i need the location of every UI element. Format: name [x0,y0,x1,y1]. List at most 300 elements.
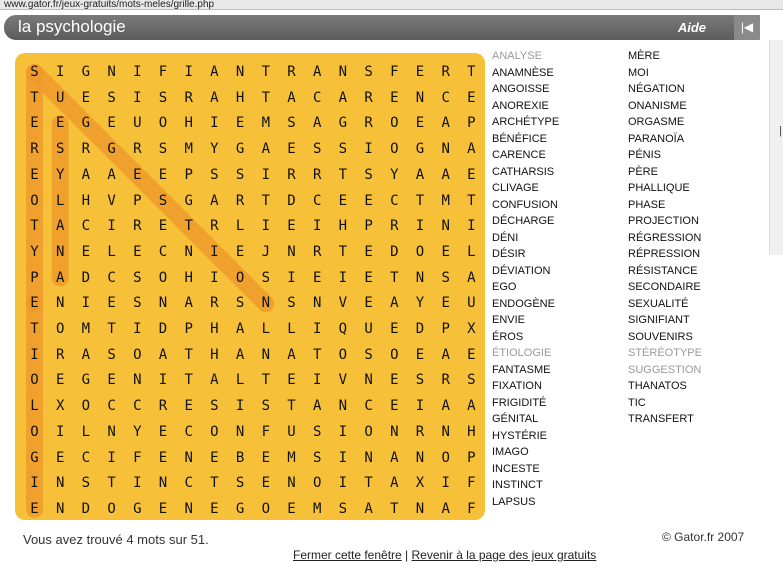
grid-cell[interactable]: S [158,192,168,209]
grid-cell[interactable]: N [158,475,168,492]
grid-cell[interactable]: S [287,115,296,132]
grid-cell[interactable]: G [81,64,91,80]
grid-cell[interactable]: E [55,372,65,389]
grid-cell[interactable]: I [261,166,271,183]
grid-cell[interactable]: A [312,115,322,132]
grid-cell[interactable]: E [364,269,373,286]
grid-cell[interactable]: E [415,346,425,363]
grid-cell[interactable]: S [364,166,373,183]
grid-cell[interactable]: I [338,475,348,492]
grid-cell[interactable]: A [210,372,219,389]
grid-cell[interactable]: E [364,295,373,312]
grid-cell[interactable]: E [210,449,219,466]
grid-cell[interactable]: E [184,398,193,415]
grid-cell[interactable]: N [55,500,65,517]
grid-cell[interactable]: N [415,449,425,466]
grid-cell[interactable]: J [261,243,271,260]
grid-cell[interactable]: L [261,321,271,337]
grid-cell[interactable]: E [133,243,142,260]
grid-cell[interactable]: X [55,398,65,415]
grid-cell[interactable]: A [81,346,91,363]
grid-cell[interactable]: I [441,475,450,492]
grid-cell[interactable]: I [107,218,116,235]
grid-cell[interactable]: P [184,321,193,337]
grid-cell[interactable]: S [107,89,116,106]
grid-cell[interactable]: H [467,423,476,440]
grid-cell[interactable]: O [312,475,322,492]
grid-cell[interactable]: S [235,475,245,492]
grid-cell[interactable]: I [210,269,219,286]
grid-cell[interactable]: P [441,321,450,337]
grid-cell[interactable]: G [107,141,116,158]
grid-cell[interactable]: S [467,372,476,389]
grid-cell[interactable]: L [55,192,65,209]
grid-cell[interactable]: N [287,475,296,492]
grid-cell[interactable]: D [415,321,425,337]
grid-cell[interactable]: M [261,115,271,132]
grid-cell[interactable]: E [158,449,168,466]
grid-cell[interactable]: A [390,475,399,492]
grid-cell[interactable]: O [133,346,142,363]
grid-cell[interactable]: I [133,475,142,492]
grid-cell[interactable]: E [30,115,39,132]
grid-cell[interactable]: O [30,192,39,209]
grid-cell[interactable]: D [81,269,91,286]
grid-cell[interactable]: O [441,449,450,466]
grid-cell[interactable]: N [415,89,425,106]
grid-cell[interactable]: E [30,166,39,183]
grid-cell[interactable]: S [312,449,322,466]
grid-cell[interactable]: E [467,166,476,183]
grid-cell[interactable]: E [261,449,271,466]
grid-cell[interactable]: G [184,192,193,209]
grid-cell[interactable]: S [287,295,296,312]
grid-cell[interactable]: S [441,269,450,286]
grid-cell[interactable]: E [235,115,245,132]
grid-cell[interactable]: T [415,192,425,209]
grid-cell[interactable]: C [81,218,91,235]
grid-cell[interactable]: I [338,449,348,466]
grid-cell[interactable]: M [312,500,322,517]
grid-cell[interactable]: S [338,500,348,517]
grid-cell[interactable]: S [235,166,245,183]
grid-cell[interactable]: I [312,218,322,235]
grid-cell[interactable]: S [210,398,219,415]
grid-cell[interactable]: V [338,372,348,389]
grid-cell[interactable]: Y [30,243,39,260]
grid-cell[interactable]: O [55,321,65,337]
grid-cell[interactable]: E [30,500,39,517]
grid-cell[interactable]: O [30,372,39,389]
grid-cell[interactable]: T [338,243,348,260]
grid-cell[interactable]: E [287,372,296,389]
grid-cell[interactable]: T [261,64,271,80]
grid-cell[interactable]: A [287,89,296,106]
grid-cell[interactable]: E [415,115,425,132]
grid-cell[interactable]: N [441,141,450,158]
grid-cell[interactable]: N [415,500,425,517]
grid-cell[interactable]: R [158,398,168,415]
grid-cell[interactable]: T [261,89,271,106]
grid-cell[interactable]: N [441,423,450,440]
word-search-grid[interactable] [15,53,485,520]
grid-cell[interactable]: R [287,64,296,80]
grid-cell[interactable]: I [184,64,193,80]
grid-cell[interactable]: I [467,218,476,235]
grid-cell[interactable]: A [441,115,450,132]
grid-cell[interactable]: A [441,346,450,363]
grid-cell[interactable]: A [210,192,219,209]
grid-cell[interactable]: R [287,166,296,183]
close-icon[interactable]: |◀ [734,15,760,40]
grid-cell[interactable]: I [312,321,322,337]
grid-cell[interactable]: I [415,218,425,235]
grid-cell[interactable]: E [158,166,168,183]
grid-cell[interactable]: N [184,500,193,517]
grid-cell[interactable]: Y [390,166,399,183]
grid-cell[interactable]: N [364,372,373,389]
grid-cell[interactable]: S [30,64,39,80]
grid-cell[interactable]: E [158,500,168,517]
grid-cell[interactable]: S [364,346,373,363]
grid-cell[interactable]: T [30,218,39,235]
grid-cell[interactable]: T [261,192,271,209]
grid-cell[interactable]: P [184,166,193,183]
grid-cell[interactable]: T [210,475,219,492]
grid-cell[interactable]: E [390,89,399,106]
grid-cell[interactable]: E [210,500,219,517]
grid-cell[interactable]: A [287,346,296,363]
grid-cell[interactable]: I [312,372,322,389]
grid-cell[interactable]: A [81,166,91,183]
grid-cell[interactable]: D [390,243,399,260]
grid-cell[interactable]: R [441,372,450,389]
grid-cell[interactable]: S [415,372,425,389]
grid-cell[interactable]: A [261,141,271,158]
grid-cell[interactable]: T [261,372,271,389]
grid-cell[interactable]: S [133,295,142,312]
grid-cell[interactable]: F [467,475,476,492]
grid-cell[interactable]: A [235,346,245,363]
grid-cell[interactable]: C [184,475,193,492]
grid-cell[interactable]: A [467,141,476,158]
grid-cell[interactable]: U [287,423,296,440]
grid-cell[interactable]: D [81,500,91,517]
grid-cell[interactable]: E [287,141,296,158]
grid-cell[interactable]: Q [338,321,348,337]
grid-cell[interactable]: N [287,243,296,260]
grid-cell[interactable]: C [364,398,373,415]
grid-cell[interactable]: C [441,89,450,106]
grid-cell[interactable]: I [415,398,425,415]
grid-cell[interactable]: T [30,89,39,106]
grid-cell[interactable]: E [338,192,348,209]
grid-cell[interactable]: S [81,475,91,492]
grid-cell[interactable]: C [184,423,193,440]
grid-cell[interactable]: T [390,269,399,286]
grid-cell[interactable]: N [158,295,168,312]
grid-cell[interactable]: I [364,141,373,158]
grid-cell[interactable]: S [55,141,65,158]
grid-cell[interactable]: I [30,346,39,363]
grid-cell[interactable]: T [184,218,193,235]
grid-cell[interactable]: I [210,115,219,132]
grid-cell[interactable]: R [210,295,219,312]
grid-cell[interactable]: I [158,372,168,389]
grid-cell[interactable]: A [441,500,450,517]
grid-cell[interactable]: R [210,218,219,235]
grid-cell[interactable]: N [338,64,348,80]
grid-cell[interactable]: P [30,269,39,286]
grid-cell[interactable]: N [107,423,116,440]
grid-cell[interactable]: T [287,398,296,415]
grid-cell[interactable]: L [467,243,476,260]
grid-cell[interactable]: F [261,423,271,440]
grid-cell[interactable]: I [287,269,296,286]
grid-cell[interactable]: P [133,192,142,209]
grid-cell[interactable]: T [107,475,116,492]
grid-cell[interactable]: U [133,115,142,132]
grid-cell[interactable]: S [158,89,168,106]
grid-cell[interactable]: N [441,218,450,235]
grid-cell[interactable]: R [55,346,65,363]
grid-cell[interactable]: S [338,141,348,158]
grid-cell[interactable]: N [55,295,65,312]
grid-cell[interactable]: C [81,449,91,466]
grid-cell[interactable]: E [390,398,399,415]
grid-cell[interactable]: S [312,141,322,158]
grid-cell[interactable]: U [55,89,65,106]
grid-cell[interactable]: E [133,166,142,183]
grid-cell[interactable]: E [467,89,476,106]
grid-cell[interactable]: A [441,398,450,415]
grid-cell[interactable]: G [235,500,245,517]
grid-cell[interactable]: A [55,269,65,286]
grid-cell[interactable]: N [184,449,193,466]
grid-cell[interactable]: D [287,192,296,209]
grid-cell[interactable]: R [133,218,142,235]
grid-cell[interactable]: E [30,295,39,312]
grid-cell[interactable]: R [364,89,373,106]
grid-cell[interactable]: E [364,192,373,209]
grid-cell[interactable]: A [107,166,116,183]
grid-cell[interactable]: C [158,243,168,260]
grid-cell[interactable]: G [415,141,425,158]
grid-cell[interactable]: E [390,372,399,389]
grid-cell[interactable]: O [261,500,271,517]
grid-cell[interactable]: A [441,166,450,183]
back-to-games-link[interactable]: Revenir à la page des jeux gratuits [411,548,597,562]
grid-cell[interactable]: E [415,64,425,80]
grid-cell[interactable]: I [261,218,271,235]
grid-cell[interactable]: I [81,295,91,312]
grid-cell[interactable]: E [287,218,296,235]
grid-cell[interactable]: E [467,346,476,363]
grid-cell[interactable]: R [312,166,322,183]
grid-cell[interactable]: G [235,141,245,158]
grid-cell[interactable]: R [235,192,245,209]
grid-cell[interactable]: T [338,166,348,183]
grid-cell[interactable]: O [30,423,39,440]
grid-cell[interactable]: E [55,115,65,132]
grid-cell[interactable]: P [364,218,373,235]
grid-cell[interactable]: R [415,423,425,440]
grid-cell[interactable]: N [390,423,399,440]
grid-cell[interactable]: E [441,243,450,260]
grid-cell[interactable]: S [261,269,271,286]
grid-cell[interactable]: S [133,269,142,286]
grid-cell[interactable]: S [312,423,322,440]
grid-cell[interactable]: L [81,423,91,440]
grid-cell[interactable]: I [30,475,39,492]
grid-cell[interactable]: E [81,243,91,260]
grid-cell[interactable]: L [287,321,296,337]
grid-cell[interactable]: I [55,64,65,80]
grid-cell[interactable]: T [184,372,193,389]
grid-cell[interactable]: N [235,64,245,80]
grid-cell[interactable]: O [390,115,399,132]
grid-cell[interactable]: B [235,449,245,466]
grid-cell[interactable]: N [107,64,116,80]
grid-cell[interactable]: O [158,269,168,286]
grid-cell[interactable]: D [158,321,168,337]
grid-cell[interactable]: E [312,269,322,286]
grid-cell[interactable]: H [184,269,193,286]
grid-cell[interactable]: R [81,141,91,158]
grid-cell[interactable]: A [364,500,373,517]
grid-cell[interactable]: Y [415,295,425,312]
grid-cell[interactable]: A [467,398,476,415]
grid-cell[interactable]: U [364,321,373,337]
grid-cell[interactable]: I [338,423,348,440]
grid-cell[interactable]: T [30,321,39,337]
grid-cell[interactable]: G [133,500,142,517]
grid-cell[interactable]: E [261,475,271,492]
grid-cell[interactable]: A [312,398,322,415]
grid-cell[interactable]: E [441,295,450,312]
grid-cell[interactable]: E [390,321,399,337]
grid-cell[interactable]: I [133,89,142,106]
grid-cell[interactable]: A [235,321,245,337]
grid-cell[interactable]: A [184,295,193,312]
grid-cell[interactable]: N [415,269,425,286]
grid-cell[interactable]: G [81,115,91,132]
grid-cell[interactable]: F [467,500,476,517]
grid-cell[interactable]: V [107,192,116,209]
grid-cell[interactable]: M [184,141,193,158]
grid-cell[interactable]: R [184,89,193,106]
grid-cell[interactable]: R [30,141,39,158]
close-window-link[interactable]: Fermer cette fenêtre [293,548,402,562]
grid-cell[interactable]: Y [55,166,65,183]
grid-cell[interactable]: O [390,141,399,158]
grid-cell[interactable]: G [338,115,348,132]
grid-cell[interactable]: S [210,166,219,183]
grid-cell[interactable]: T [364,475,373,492]
grid-cell[interactable]: O [390,346,399,363]
grid-cell[interactable]: E [235,243,245,260]
grid-cell[interactable]: X [415,475,425,492]
grid-cell[interactable]: A [158,346,168,363]
grid-cell[interactable]: E [81,89,91,106]
grid-cell[interactable]: S [107,346,116,363]
grid-cell[interactable]: C [312,89,322,106]
grid-cell[interactable]: A [55,218,65,235]
grid-cell[interactable]: A [338,89,348,106]
grid-cell[interactable]: N [364,449,373,466]
grid-cell[interactable]: C [107,269,116,286]
grid-cell[interactable]: P [467,449,476,466]
grid-cell[interactable]: C [312,192,322,209]
grid-cell[interactable]: A [210,89,219,106]
grid-cell[interactable]: E [158,218,168,235]
grid-cell[interactable]: N [338,398,348,415]
grid-cell[interactable]: C [107,398,116,415]
grid-cell[interactable]: P [467,115,476,132]
grid-cell[interactable]: E [107,115,116,132]
grid-cell[interactable]: I [133,64,142,80]
grid-cell[interactable]: O [235,269,245,286]
grid-cell[interactable]: R [364,115,373,132]
grid-cell[interactable]: O [158,115,168,132]
grid-cell[interactable]: O [415,243,425,260]
grid-cell[interactable]: G [81,372,91,389]
grid-cell[interactable]: A [415,166,425,183]
grid-cell[interactable]: H [81,192,91,209]
grid-cell[interactable]: E [158,423,168,440]
grid-cell[interactable]: V [338,295,348,312]
grid-cell[interactable]: T [467,192,476,209]
grid-cell[interactable]: L [235,218,245,235]
grid-cell[interactable]: L [235,372,245,389]
grid-cell[interactable]: N [261,346,271,363]
grid-cell[interactable]: C [390,192,399,209]
grid-cell[interactable]: T [184,346,193,363]
grid-cell[interactable]: O [81,398,91,415]
grid-cell[interactable]: E [107,295,116,312]
grid-cell[interactable]: T [107,321,116,337]
grid-cell[interactable]: H [210,321,219,337]
grid-cell[interactable]: M [287,449,296,466]
grid-cell[interactable]: I [210,243,219,260]
grid-cell[interactable]: F [158,64,168,80]
grid-cell[interactable]: O [107,500,116,517]
grid-cell[interactable]: F [390,64,399,80]
grid-cell[interactable]: S [261,398,271,415]
grid-cell[interactable]: I [55,423,65,440]
grid-cell[interactable]: G [30,449,39,466]
grid-cell[interactable]: A [390,295,399,312]
grid-cell[interactable]: S [364,64,373,80]
grid-cell[interactable]: L [107,243,116,260]
grid-cell[interactable]: S [158,141,168,158]
grid-cell[interactable]: N [55,475,65,492]
grid-cell[interactable]: F [133,449,142,466]
grid-cell[interactable]: H [235,89,245,106]
grid-cell[interactable]: N [261,295,271,312]
grid-cell[interactable]: T [312,346,322,363]
grid-cell[interactable]: N [55,243,65,260]
grid-cell[interactable]: E [55,449,65,466]
help-link[interactable]: Aide [677,20,706,35]
grid-cell[interactable]: U [467,295,476,312]
grid-cell[interactable]: M [441,192,450,209]
grid-cell[interactable]: A [312,64,322,80]
grid-cell[interactable]: I [235,398,245,415]
grid-cell[interactable]: H [184,115,193,132]
grid-cell[interactable]: N [133,372,142,389]
grid-cell[interactable]: A [467,269,476,286]
